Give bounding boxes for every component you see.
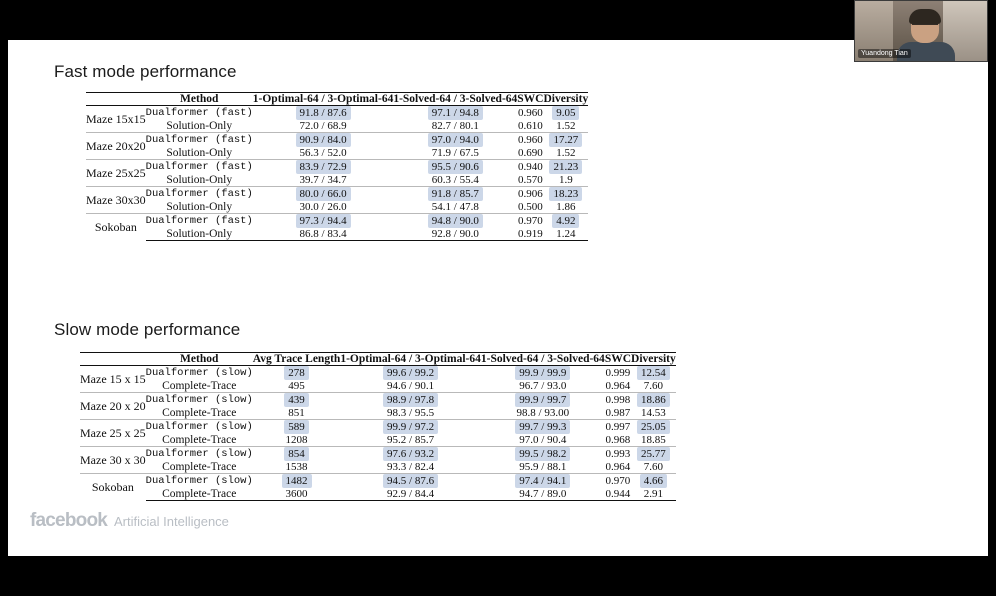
- cell-method: Solution-Only: [166, 201, 233, 213]
- cell-swc: 0.999: [605, 367, 631, 379]
- cell-swc: 0.997: [605, 421, 631, 433]
- cell-method: Dualformer (slow): [145, 367, 253, 379]
- cell-diversity: [631, 420, 676, 435]
- cell-method: Solution-Only: [146, 228, 253, 241]
- cell-method: Complete-Trace: [162, 461, 237, 473]
- cell-optimal: 93.3 / 82.4: [387, 461, 435, 473]
- fast-header-solved: 1-Solved-64 / 3-Solved-64: [393, 93, 518, 105]
- cell-avg-trace-length-value: 278: [284, 366, 309, 380]
- cell-method: Dualformer (fast): [145, 161, 253, 173]
- cell-optimal: 95.2 / 85.7: [387, 434, 435, 446]
- cell-optimal-value: 99.9 / 97.2: [383, 420, 438, 434]
- cell-diversity: 1.52: [556, 120, 576, 132]
- cell-optimal: [253, 214, 394, 229]
- slide-canvas: [8, 40, 988, 556]
- cell-avg-trace-length: [253, 366, 341, 381]
- cell-solved-value: 97.4 / 94.1: [515, 474, 570, 488]
- cell-solved: [393, 160, 517, 175]
- cell-diversity: [543, 187, 588, 202]
- cell-avg-trace-length: [253, 393, 341, 408]
- table-row: [80, 447, 676, 462]
- cell-swc: 0.993: [605, 448, 631, 460]
- cell-solved: 60.3 / 55.4: [431, 174, 479, 186]
- cell-diversity: [543, 133, 588, 148]
- cell-method: Solution-Only: [166, 174, 233, 186]
- cell-optimal: [340, 393, 481, 408]
- fast-header-optimal: 1-Optimal-64 / 3-Optimal-64: [252, 93, 394, 105]
- cell-avg-trace-length-value: 854: [284, 447, 309, 461]
- cell-optimal: [340, 420, 481, 435]
- cell-optimal: 30.0 / 26.0: [299, 201, 347, 213]
- cell-swc: 0.940: [518, 161, 543, 173]
- cell-solved: [481, 447, 605, 462]
- cell-solved-value: 91.8 / 85.7: [428, 187, 483, 201]
- row-group-label: Sokoban: [86, 214, 146, 241]
- cell-avg-trace-length-value: 439: [284, 393, 309, 407]
- cell-diversity: 1.86: [556, 201, 576, 213]
- cell-avg-trace-length: 3600: [253, 488, 341, 501]
- cell-solved: 96.7 / 93.0: [519, 380, 567, 392]
- table-row: [80, 461, 676, 474]
- footer-subtitle: Artificial Intelligence: [114, 514, 229, 529]
- table-row: [80, 420, 676, 435]
- cell-diversity: 7.60: [643, 380, 663, 392]
- cell-avg-trace-length-value: 589: [284, 420, 309, 434]
- cell-method: Complete-Trace: [162, 407, 237, 419]
- cell-solved-value: 99.9 / 99.9: [515, 366, 570, 380]
- cell-optimal-value: 80.0 / 66.0: [296, 187, 351, 201]
- cell-diversity: [631, 447, 676, 462]
- slide-footer: [30, 510, 229, 532]
- fast-header-diversity: Diversity: [543, 93, 589, 105]
- webcam-participant-name: Yuandong Tian: [858, 49, 911, 58]
- cell-swc: 0.500: [518, 201, 543, 213]
- table-row: [80, 407, 676, 420]
- cell-swc: 0.960: [518, 134, 543, 146]
- cell-avg-trace-length: [253, 447, 341, 462]
- table-row: [80, 380, 676, 393]
- cell-solved: 94.7 / 89.0: [481, 488, 605, 501]
- table-row: [86, 160, 588, 175]
- row-group-label: Maze 25 x 25: [80, 420, 146, 447]
- cell-diversity-value: 9.05: [552, 106, 579, 120]
- webcam-person-hair: [909, 9, 941, 24]
- cell-swc: 0.690: [518, 147, 543, 159]
- cell-swc: 0.998: [605, 394, 631, 406]
- cell-diversity-value: 21.23: [549, 160, 582, 174]
- cell-avg-trace-length: 851: [288, 407, 305, 419]
- row-group-label: Maze 15x15: [86, 106, 146, 133]
- cell-optimal: 39.7 / 34.7: [299, 174, 347, 186]
- cell-solved: 97.0 / 90.4: [519, 434, 567, 446]
- cell-diversity: [543, 106, 588, 121]
- cell-optimal-value: 94.5 / 87.6: [383, 474, 438, 488]
- row-group-label: Sokoban: [80, 474, 146, 501]
- cell-solved: [393, 133, 517, 148]
- row-group-label: Maze 15 x 15: [80, 366, 146, 393]
- row-group-label: Maze 30 x 30: [80, 447, 146, 474]
- cell-solved-value: 99.9 / 99.7: [515, 393, 570, 407]
- cell-solved: 92.8 / 90.0: [393, 228, 517, 241]
- cell-diversity-value: 18.23: [549, 187, 582, 201]
- cell-diversity-value: 4.92: [552, 214, 579, 228]
- cell-optimal: [253, 133, 394, 148]
- cell-optimal-value: 99.6 / 99.2: [383, 366, 438, 380]
- cell-method: Solution-Only: [166, 120, 233, 132]
- cell-swc: 0.970: [605, 475, 631, 487]
- cell-swc: 0.919: [518, 228, 543, 240]
- row-group-label: Maze 20x20: [86, 133, 146, 160]
- cell-optimal: [253, 187, 394, 202]
- cell-diversity: 2.91: [631, 488, 676, 501]
- cell-diversity: 18.85: [641, 434, 666, 446]
- cell-avg-trace-length: [253, 420, 341, 435]
- cell-diversity-value: 25.05: [637, 420, 670, 434]
- cell-optimal: [253, 160, 394, 175]
- cell-method: Solution-Only: [166, 147, 233, 159]
- cell-solved-value: 99.5 / 98.2: [515, 447, 570, 461]
- table-row: [86, 214, 588, 229]
- slow-table-header-row: [80, 353, 676, 366]
- cell-diversity-value: 4.66: [640, 474, 667, 488]
- cell-diversity: 1.24: [543, 228, 588, 241]
- table-row: [80, 488, 676, 501]
- slow-table-head: [80, 353, 676, 366]
- cell-optimal: 56.3 / 52.0: [299, 147, 347, 159]
- cell-solved: [481, 393, 605, 408]
- cell-solved: 54.1 / 47.8: [431, 201, 479, 213]
- fast-header-method: Method: [146, 93, 253, 106]
- table-row: [86, 147, 588, 160]
- cell-diversity: 14.53: [641, 407, 666, 419]
- cell-optimal: 94.6 / 90.1: [387, 380, 435, 392]
- slow-mode-table: [80, 352, 676, 501]
- cell-diversity-value: 18.86: [637, 393, 670, 407]
- cell-swc: 0.906: [518, 188, 543, 200]
- cell-diversity-value: 12.54: [637, 366, 670, 380]
- cell-avg-trace-length: 1538: [285, 461, 308, 473]
- cell-method: Complete-Trace: [162, 434, 237, 446]
- cell-method: Complete-Trace: [146, 488, 253, 501]
- cell-avg-trace-length: [253, 474, 341, 489]
- row-group-label: Maze 25x25: [86, 160, 146, 187]
- fast-table-body: [86, 106, 588, 241]
- slow-header-trace: Avg Trace Length: [252, 353, 341, 365]
- cell-solved: [393, 106, 517, 121]
- cell-solved: [481, 420, 605, 435]
- cell-optimal-value: 91.8 / 87.6: [296, 106, 351, 120]
- cell-solved-value: 94.8 / 90.0: [428, 214, 483, 228]
- cell-solved: 98.8 / 93.00: [516, 407, 570, 419]
- cell-solved-value: 97.0 / 94.0: [428, 133, 483, 147]
- cell-optimal-value: 90.9 / 84.0: [296, 133, 351, 147]
- cell-optimal-value: 97.3 / 94.4: [296, 214, 351, 228]
- cell-solved-value: 95.5 / 90.6: [428, 160, 483, 174]
- cell-solved: [481, 366, 605, 381]
- cell-diversity: [543, 160, 588, 175]
- cell-optimal: [340, 474, 481, 489]
- cell-solved: 95.9 / 88.1: [519, 461, 567, 473]
- fast-header-blank: [86, 93, 146, 106]
- fast-table-head: [86, 93, 588, 106]
- slow-table-body: [80, 366, 676, 501]
- row-group-label: Maze 30x30: [86, 187, 146, 214]
- cell-method: Dualformer (slow): [145, 475, 253, 487]
- slow-header-method: Method: [146, 353, 253, 366]
- cell-swc: 0.944: [605, 488, 631, 500]
- fast-header-swc: SWC: [517, 93, 544, 105]
- cell-swc: 0.968: [605, 434, 631, 446]
- cell-diversity: 7.60: [643, 461, 663, 473]
- table-row: [86, 201, 588, 214]
- cell-solved: [481, 474, 605, 489]
- table-row: [80, 474, 676, 489]
- facebook-wordmark: facebook: [30, 510, 108, 531]
- slow-header-blank: [80, 353, 146, 366]
- cell-avg-trace-length-value: 1482: [282, 474, 312, 488]
- slow-header-solved: 1-Solved-64 / 3-Solved-64: [480, 353, 605, 365]
- cell-method: Complete-Trace: [162, 380, 237, 392]
- cell-diversity: [543, 214, 588, 229]
- webcam-person-glasses: [912, 24, 938, 31]
- cell-optimal: [340, 447, 481, 462]
- cell-swc: 0.970: [518, 215, 543, 227]
- cell-optimal: 72.0 / 68.9: [299, 120, 347, 132]
- cell-diversity-value: 25.77: [637, 447, 670, 461]
- cell-method: Dualformer (fast): [145, 107, 253, 119]
- table-row: [86, 228, 588, 241]
- cell-optimal: 98.3 / 95.5: [387, 407, 435, 419]
- slow-header-optimal: 1-Optimal-64 / 3-Optimal-64: [340, 353, 481, 365]
- cell-method: Dualformer (fast): [145, 215, 253, 227]
- fast-table-header-row: [86, 93, 588, 106]
- cell-swc: 0.570: [518, 174, 543, 186]
- cell-method: Dualformer (slow): [145, 394, 253, 406]
- cell-solved: [393, 187, 517, 202]
- table-row: [86, 120, 588, 133]
- cell-diversity: [631, 474, 676, 489]
- cell-swc: 0.610: [518, 120, 543, 132]
- cell-swc: 0.960: [518, 107, 543, 119]
- cell-solved: [393, 214, 517, 229]
- cell-method: Dualformer (fast): [145, 134, 253, 146]
- cell-optimal: 86.8 / 83.4: [253, 228, 394, 241]
- webcam-thumbnail[interactable]: [854, 0, 988, 62]
- table-row: [80, 434, 676, 447]
- table-row: [80, 393, 676, 408]
- slow-mode-section-title: Slow mode performance: [54, 320, 241, 339]
- cell-solved-value: 99.7 / 99.3: [515, 420, 570, 434]
- cell-optimal: 92.9 / 84.4: [340, 488, 481, 501]
- row-group-label: Maze 20 x 20: [80, 393, 146, 420]
- cell-optimal: [340, 366, 481, 381]
- cell-method: Dualformer (fast): [145, 188, 253, 200]
- cell-avg-trace-length: 1208: [285, 434, 308, 446]
- cell-diversity-value: 17.27: [549, 133, 582, 147]
- table-row: [86, 106, 588, 121]
- cell-optimal-value: 98.9 / 97.8: [383, 393, 438, 407]
- cell-diversity: [631, 366, 676, 381]
- slow-header-swc: SWC: [604, 353, 632, 365]
- cell-optimal-value: 83.9 / 72.9: [296, 160, 351, 174]
- cell-method: Dualformer (slow): [145, 421, 253, 433]
- cell-swc: 0.964: [605, 461, 631, 473]
- cell-swc: 0.964: [605, 380, 631, 392]
- table-row: [86, 133, 588, 148]
- cell-avg-trace-length: 495: [288, 380, 305, 392]
- fast-mode-table: [86, 92, 588, 241]
- cell-optimal: [253, 106, 394, 121]
- table-row: [80, 366, 676, 381]
- cell-method: Dualformer (slow): [145, 448, 253, 460]
- fast-mode-section-title: Fast mode performance: [54, 62, 237, 81]
- cell-solved: 71.9 / 67.5: [431, 147, 479, 159]
- cell-optimal-value: 97.6 / 93.2: [383, 447, 438, 461]
- slow-header-diversity: Diversity: [631, 353, 676, 365]
- cell-diversity: 1.9: [558, 174, 573, 186]
- table-row: [86, 174, 588, 187]
- cell-diversity: [631, 393, 676, 408]
- cell-swc: 0.987: [605, 407, 631, 419]
- cell-diversity: 1.52: [556, 147, 576, 159]
- cell-solved-value: 97.1 / 94.8: [428, 106, 483, 120]
- cell-solved: 82.7 / 80.1: [431, 120, 479, 132]
- table-row: [86, 187, 588, 202]
